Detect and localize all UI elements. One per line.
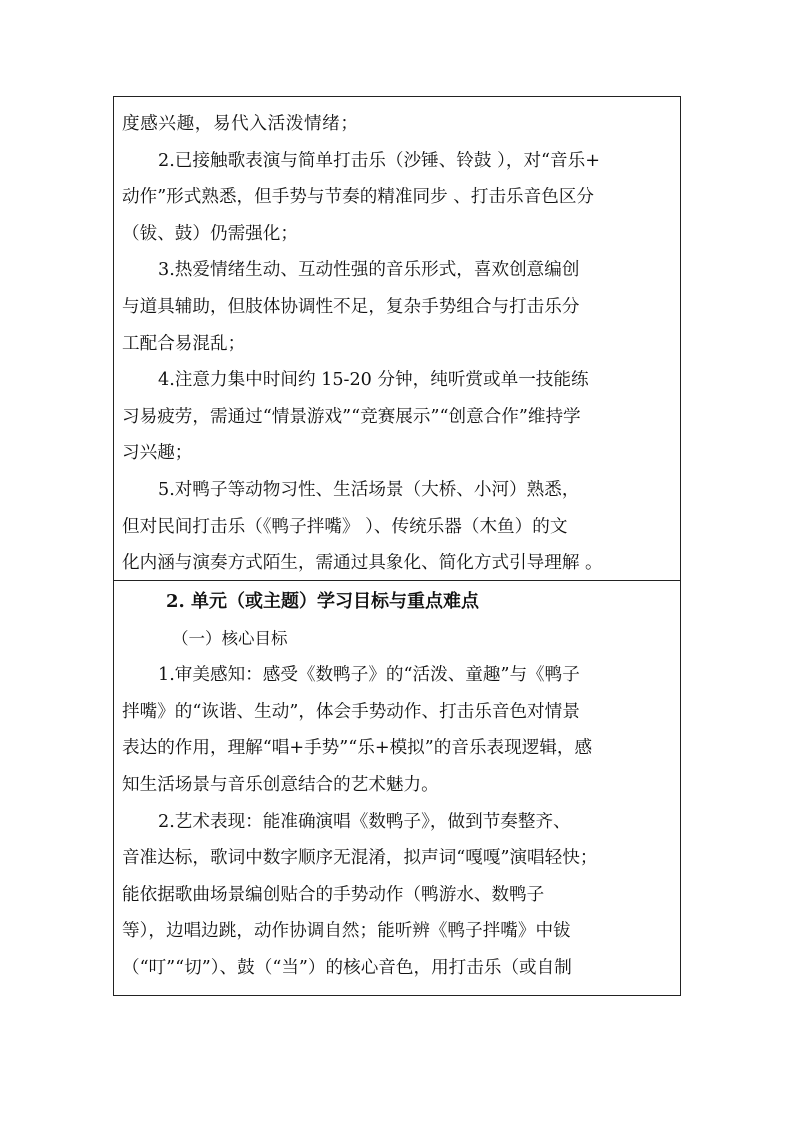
text-line: 工配合易混乱； [122,333,246,354]
text-line: 音准达标，歌词中数字顺序无混淆，拟声词“嘎嘎”演唱轻快； [122,848,598,869]
section-subheading: （一）核心目标 [172,628,288,648]
section-heading: 2. 单元（或主题）学习目标与重点难点 [166,591,480,612]
text-line: 度感兴趣，易代入活泼情绪； [122,114,359,134]
text-line: 表达的作用，理解“唱+手势”“乐+模拟”的音乐表现逻辑，感 [122,738,593,759]
text-line: 习兴趣； [122,443,193,464]
text-line: 3.热爱情绪生动、互动性强的音乐形式，喜欢创意编创 [158,260,580,281]
text-line: （钹、鼓）仍需强化； [122,223,298,244]
text-line: 与道具辅助，但肢体协调性不足，复杂手势组合与打击乐分 [122,296,580,317]
text-line: （“叮”“切”）、鼓（“当”）的核心音色，用打击乐（或自制 [122,957,572,978]
learning-goals-cell [114,581,680,995]
text-line: 1.审美感知：感受《数鸭子》的“活泼、童趣”与《鸭子 [158,665,580,686]
text-line: 动作”形式熟悉，但手势与节奏的精准同步 、打击乐音色区分 [122,187,595,208]
text-line: 4.注意力集中时间约 15-20 分钟，纯听赏或单一技能练 [158,370,589,391]
text-line: 5.对鸭子等动物习性、生活场景（大桥、小河）熟悉， [158,479,580,500]
text-line: 习易疲劳，需通过“情景游戏”“竞赛展示”“创意合作”维持学 [122,406,581,427]
content-table [113,96,681,996]
student-analysis-cell [114,97,680,581]
text-line: 2.已接触歌表演与简单打击乐（沙锤、铃鼓 ），对“音乐+ [158,150,600,171]
text-line: 能依据歌曲场景编创贴合的手势动作（鸭游水、数鸭子 [122,884,545,905]
text-line: 但对民间打击乐（《鸭子拌嘴》 ）、传统乐器（木鱼）的文 [122,516,568,537]
text-line: 化内涵与演奏方式陌生，需通过具象化、简化方式引导理解 。 [122,553,603,574]
text-line: 2.艺术表现：能准确演唱《数鸭子》，做到节奏整齐、 [158,811,571,832]
text-line: 拌嘴》的“诙谐、生动”，体会手势动作、打击乐音色对情景 [122,701,580,722]
text-line: 知生活场景与音乐创意结合的艺术魅力。 [122,774,439,795]
text-line: 等），边唱边跳，动作协调自然；能听辨《鸭子拌嘴》中钹 [122,921,571,942]
